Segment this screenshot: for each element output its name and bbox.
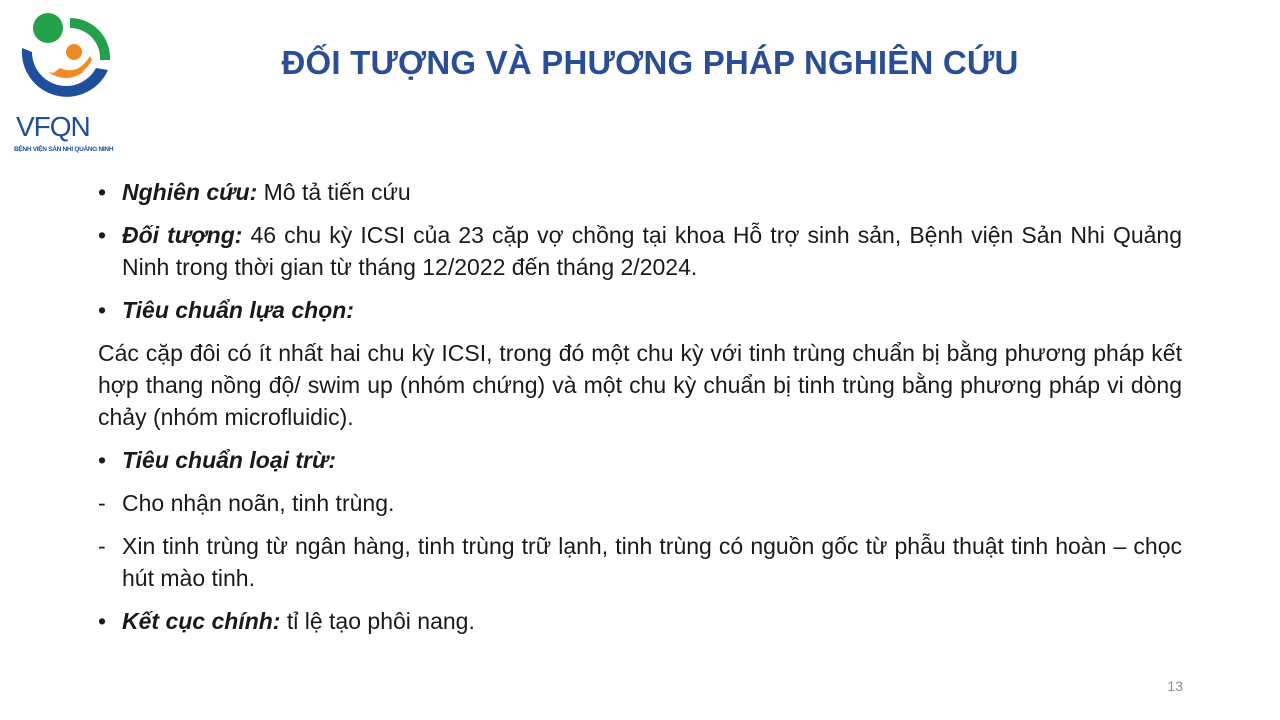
bullet-label: Đối tượng: (122, 222, 243, 248)
dash-mark: - (98, 490, 106, 516)
bullet-label: Tiêu chuẩn lựa chọn: (122, 297, 354, 323)
inclusion-paragraph: Các cặp đôi có ít nhất hai chu kỳ ICSI, trong đó một chu kỳ với tinh trùng chuẩn bị bằng phương pháp kết hợp thang nồng độ/ swim up (nhóm chứng) và một chu kỳ chuẩn bị tinh trùng bằng phương pháp vi dòng chảy (nhóm microfluidic). (98, 340, 1182, 430)
bullet-subjects (98, 219, 1182, 283)
page-number: 13 (1167, 678, 1183, 694)
bullet-text: Mô tả tiến cứu (257, 179, 411, 205)
bullet-exclusion-criteria (98, 444, 1182, 476)
slide-content (98, 176, 1182, 648)
logo-emblem-icon (12, 10, 116, 114)
bullet-label: Tiêu chuẩn loại trừ: (122, 447, 337, 473)
bullet-mark: • (98, 447, 107, 473)
bullet-label: Kết cục chính: (122, 608, 281, 634)
bullet-text: 46 chu kỳ ICSI của 23 cặp vợ chồng tại khoa Hỗ trợ sinh sản, Bệnh viện Sản Nhi Quảng Ninh trong thời gian từ tháng 12/2022 đến tháng 2/2024. (122, 222, 1182, 280)
logo-subtitle: BỆNH VIỆN SẢN NHI QUẢNG NINH (14, 146, 114, 153)
dash-text: Xin tinh trùng từ ngân hàng, tinh trùng trữ lạnh, tinh trùng có nguồn gốc từ phẫu thuật tinh hoàn – chọc hút mào tinh. (122, 533, 1182, 591)
bullet-inclusion-criteria (98, 294, 1182, 326)
bullet-label: Nghiên cứu: (122, 179, 258, 205)
bullet-text: tỉ lệ tạo phôi nang. (280, 608, 475, 634)
bullet-mark: • (98, 222, 107, 248)
bullet-mark: • (98, 297, 107, 323)
bullet-study-type (98, 176, 1182, 208)
bullet-mark: • (98, 179, 107, 205)
dash-text: Cho nhận noãn, tinh trùng. (122, 490, 395, 516)
logo-wordmark: VFQN (16, 111, 90, 142)
bullet-mark: • (98, 608, 107, 634)
bullet-main-outcome (98, 605, 1182, 637)
slide-title: ĐỐI TƯỢNG VÀ PHƯƠNG PHÁP NGHIÊN CỨU (281, 44, 1019, 81)
dash-item-donor (98, 487, 1182, 519)
dash-item-sperm-source (98, 530, 1182, 594)
dash-mark: - (98, 533, 106, 559)
